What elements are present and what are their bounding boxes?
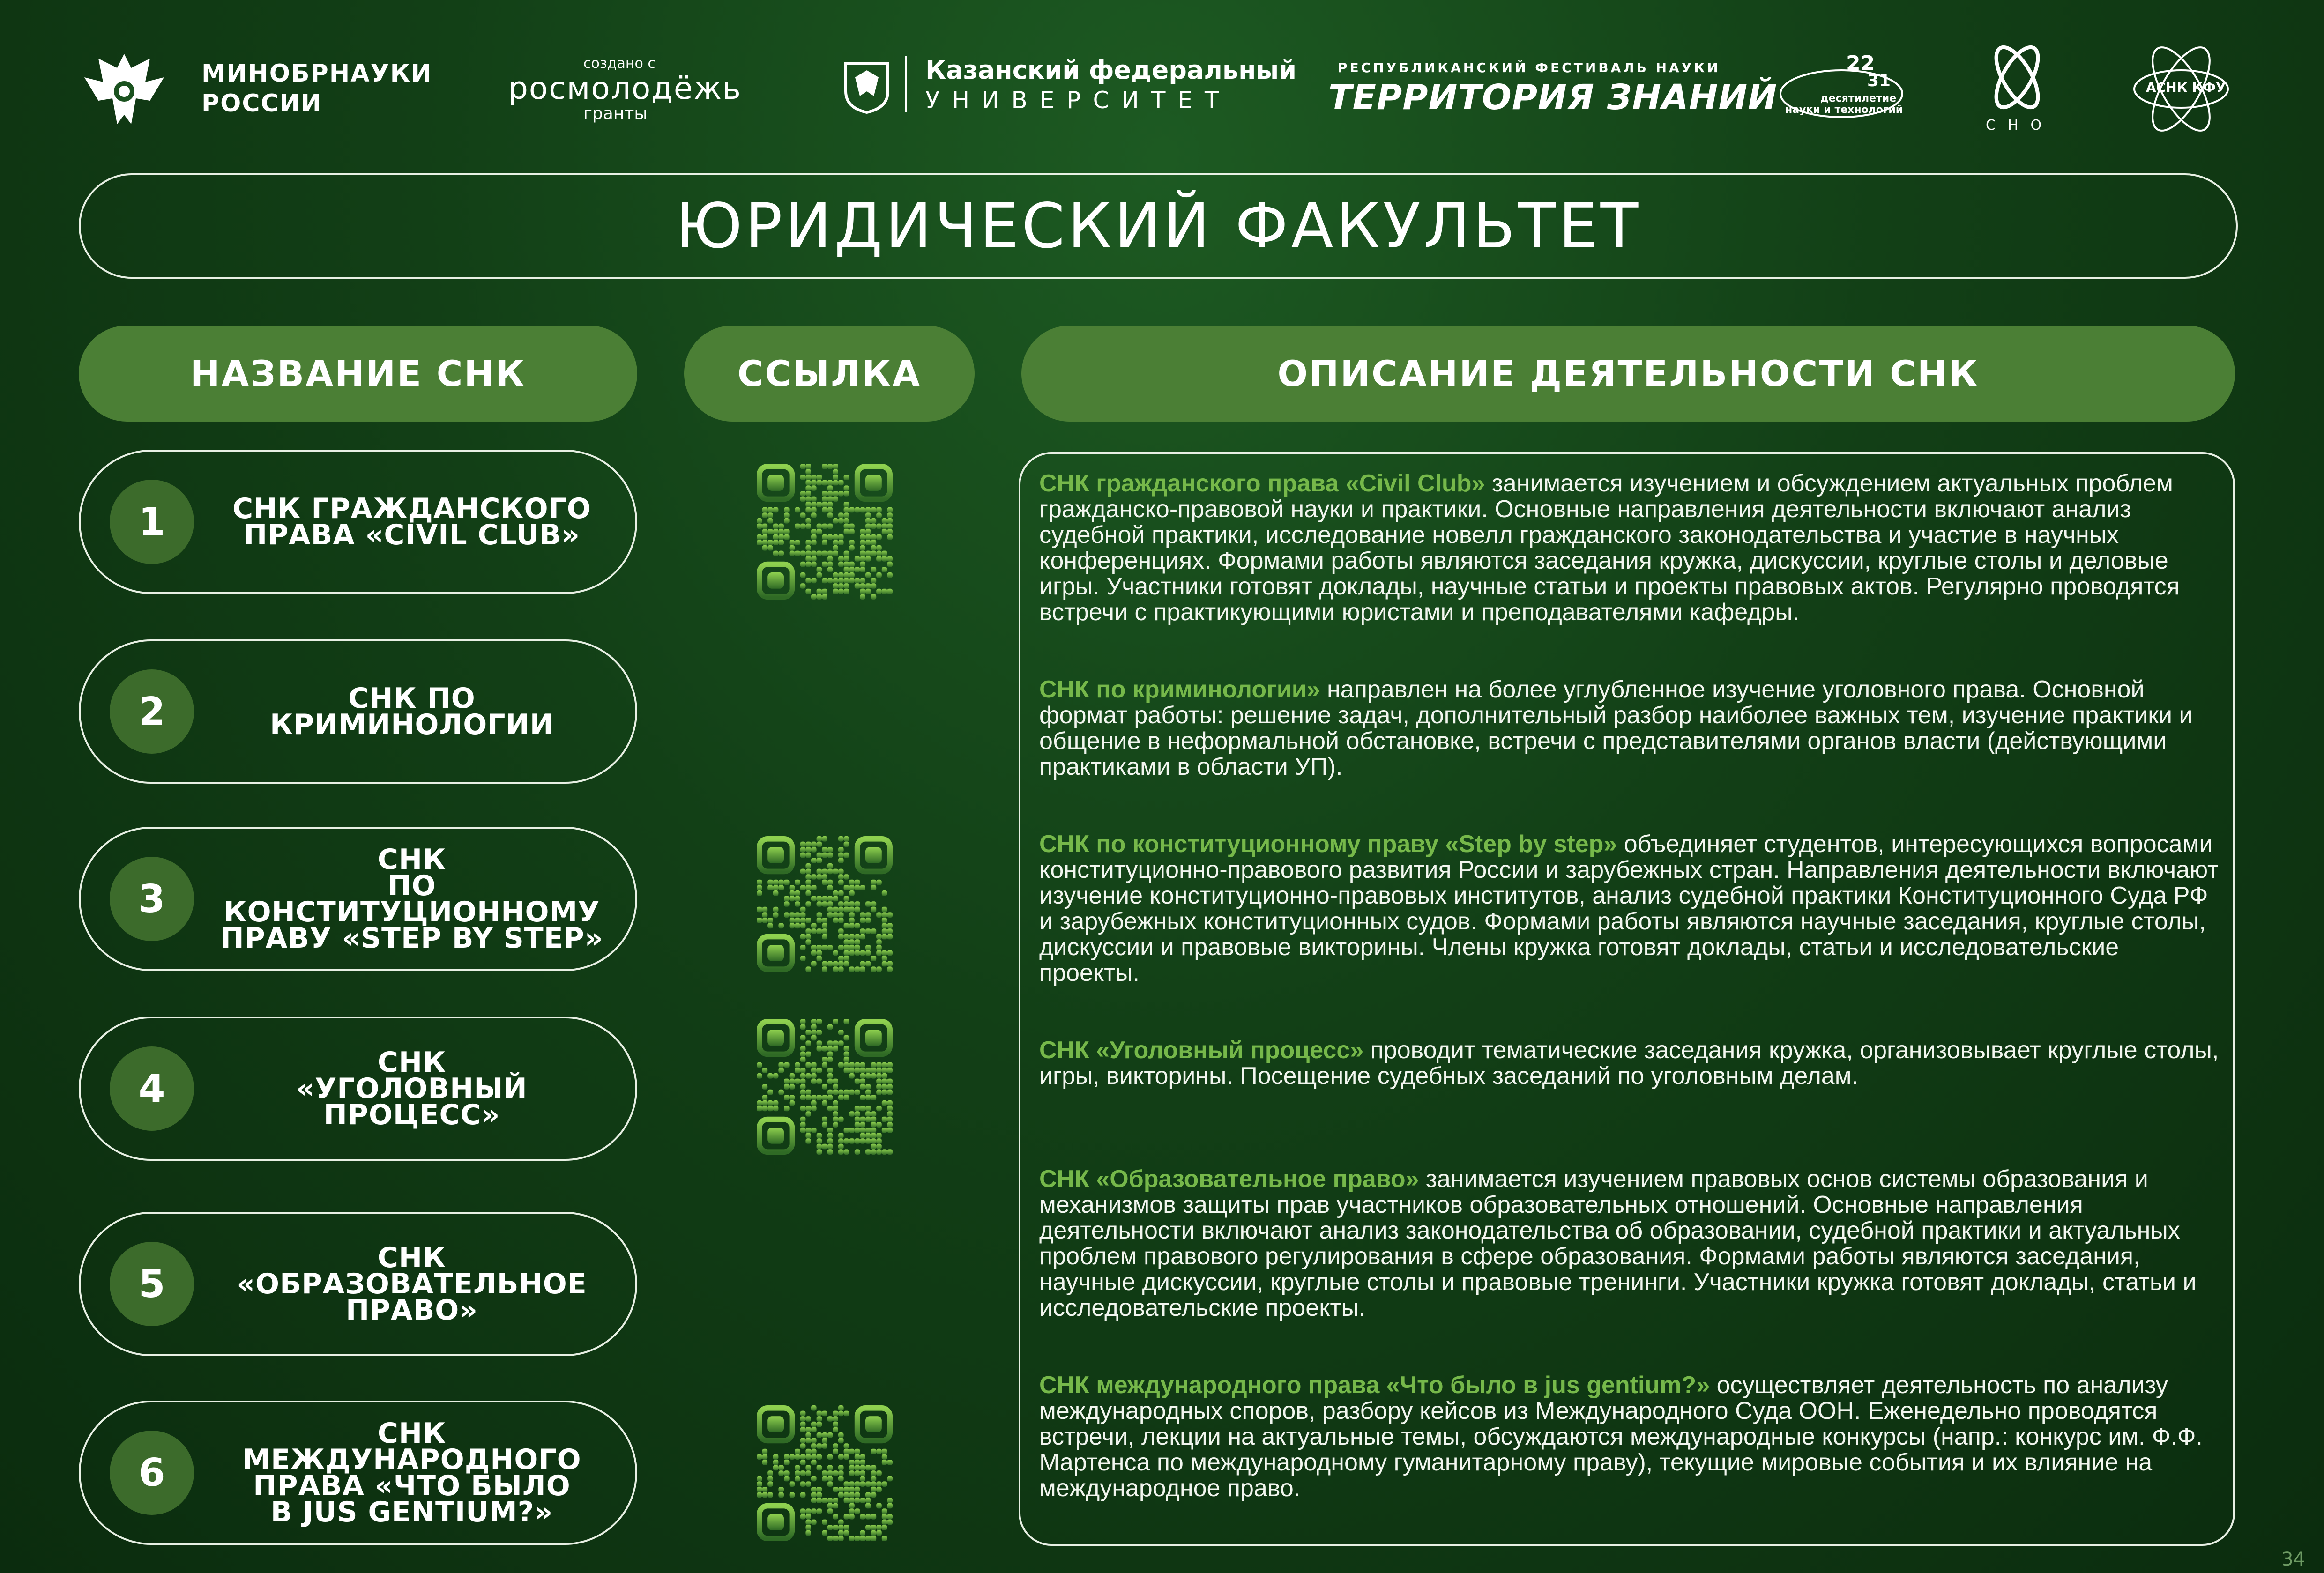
cho-logo-icon [1980,40,2055,115]
festival-line1: РЕСПУБЛИКАНСКИЙ ФЕСТИВАЛЬ НАУКИ [1338,60,1721,75]
qr-code-civil-club[interactable] [757,464,893,600]
club-name: СНК «УГОЛОВНЫЙ ПРОЦЕСС» [296,1046,528,1131]
description-lead: СНК по криминологии» [1039,676,1320,703]
description-constitutional [1039,831,2220,986]
club-row-1 [79,450,637,594]
qr-code-constitutional[interactable] [757,836,893,972]
qr-code-international[interactable] [757,1405,893,1541]
qr-code-criminal-process[interactable] [757,1019,893,1155]
minobrnauki-logo-text [201,59,432,119]
kfu-divider [905,56,907,112]
rosmolodezh-logo-text: росмолодёжь [508,70,742,106]
club-number: 3 [110,857,194,941]
club-number: 5 [110,1242,194,1326]
asnk-label: АСНК КФУ [2146,80,2226,95]
kfu-line2: УНИВЕРСИТЕТ [925,87,1231,114]
club-number: 1 [110,480,194,564]
description-text: осуществляет деятельность по анализу международных споров, разбору кейсов из Международного Суда ООН. Еженедельно проводятся встречи, лекции на актуальные темы, обсуждаются международные конкурсы (напр.: конкурс им. Ф.Ф. Мартенса по международному гуманитарному праву), текущие мировые события и их влияние на международное право. [1039,1372,2203,1502]
description-lead: СНК международного права «Что было в jus gentium?» [1039,1372,1710,1399]
column-header-link [684,326,975,422]
club-number: 6 [110,1431,194,1515]
page-number: 34 [2281,1549,2305,1570]
club-number: 2 [110,669,194,754]
club-row-6 [79,1401,637,1545]
page-title-frame [79,173,2238,279]
decade-22: 22 [1846,52,1875,75]
description-text: объединяет студентов, интересующихся вопросами конституционно-правового развития России и зарубежных стран. Направления деятельности включают изучение конституционно-правовых институтов, анализ судебной практики Конституционного Суда РФ и зарубежных конституционных судов. Формами работы являются научные заседания, круглые столы, дискуссии и правовые викторины. Члены кружка готовят доклады, статьи и исследовательские проекты. [1039,831,2219,987]
club-name: СНК ПО КРИМИНОЛОГИИ [270,682,554,741]
description-text: занимается изучением и обсуждением актуальных проблем гражданско-правовой науки и практики. Основные направления деятельности включают анализ судебной практики, исследование новелл гражданского законодательства и участие в научных конференциях. Формами работы являются заседания кружка, дискуссии, круглые столы и деловые игры. Участники готовят доклады, научные статьи и проекты правовых актов. Регулярно проводятся встречи с практикующими юристами и преподавателями кафедры. [1039,470,2180,626]
description-text: направлен на более углубленное изучение уголовного права. Основной формат работы: решение задач, дополнительный разбор наиболее важных тем, изучение практики и общение в неформальной обстановке, встречи с представителями органов власти (действующими практиками в области УП). [1039,676,2193,780]
asnk-kfu-logo-icon [2130,42,2233,136]
description-lead: СНК по конституционному праву «Step by step» [1039,831,1617,858]
club-number: 4 [110,1046,194,1131]
kfu-line1: Казанский федеральный [925,55,1297,85]
club-name: СНК ПО КОНСТИТУЦИОННОМУ ПРАВУ «STEP BY STEP» [220,843,603,955]
description-criminal-process [1039,1038,2220,1089]
description-criminology [1039,677,2220,780]
column-header-name-label: НАЗВАНИЕ СНК [190,353,526,394]
kfu-emblem-icon [841,59,893,115]
decade-31: 31 [1867,71,1891,90]
decade-label2: науки и технологий [1785,104,1903,116]
club-name: СНК МЕЖДУНАРОДНОГО ПРАВА «ЧТО БЫЛО В JUS GENTIUM?» [242,1417,581,1528]
club-name: СНК «ОБРАЗОВАТЕЛЬНОЕ ПРАВО» [237,1241,587,1327]
minobrnauki-emblem-icon [75,45,173,134]
club-row-2 [79,639,637,784]
rosmol-small-text: создано с [583,55,655,72]
description-text: занимается изучением правовых основ системы образования и механизмов защиты прав участников образовательных отношений. Основные направления деятельности включают анализ законодательства об образовании, судебной практики и актуальных проблем правового регулирования в сфере образования. Формами работы являются заседания, научные дискуссии, круглые столы и правовые тренинги. Участники кружка готовят доклады, статьи и исследовательские проекты. [1039,1165,2197,1321]
description-education-law [1039,1166,2220,1321]
club-name: СНК ГРАЖДАНСКОГО ПРАВА «CIVIL CLUB» [232,492,591,551]
club-row-4 [79,1017,637,1161]
column-header-description-label: ОПИСАНИЕ ДЕЯТЕЛЬНОСТИ СНК [1277,353,1979,394]
decade-science-logo-icon [1776,52,1907,126]
description-lead: СНК гражданского права «Civil Club» [1039,470,1485,497]
description-international [1039,1373,2220,1501]
club-row-3 [79,827,637,971]
rosmol-grants-text: гранты [583,104,648,123]
description-text: проводит тематические заседания кружка, организовывает круглые столы, игры, викторины. Посещение судебных заседаний по уголовным делам. [1039,1037,2219,1090]
description-lead: СНК «Уголовный процесс» [1039,1037,1364,1064]
column-header-description [1021,326,2235,422]
description-civil-club [1039,471,2220,625]
column-header-link-label: ССЫЛКА [737,353,922,394]
page-title: ЮРИДИЧЕСКИЙ ФАКУЛЬТЕТ [675,190,1641,262]
decade-label1: десятилетие [1820,93,1897,104]
minobr-line1: МИНОБРНАУКИ [201,59,432,88]
minobr-line2: РОССИИ [201,89,322,118]
description-lead: СНК «Образовательное право» [1039,1165,1419,1193]
club-row-5 [79,1212,637,1356]
cho-label: СНО [1986,117,2054,134]
column-header-name [79,326,637,422]
festival-line2: ТЕРРИТОРИЯ ЗНАНИЙ [1328,77,1778,118]
